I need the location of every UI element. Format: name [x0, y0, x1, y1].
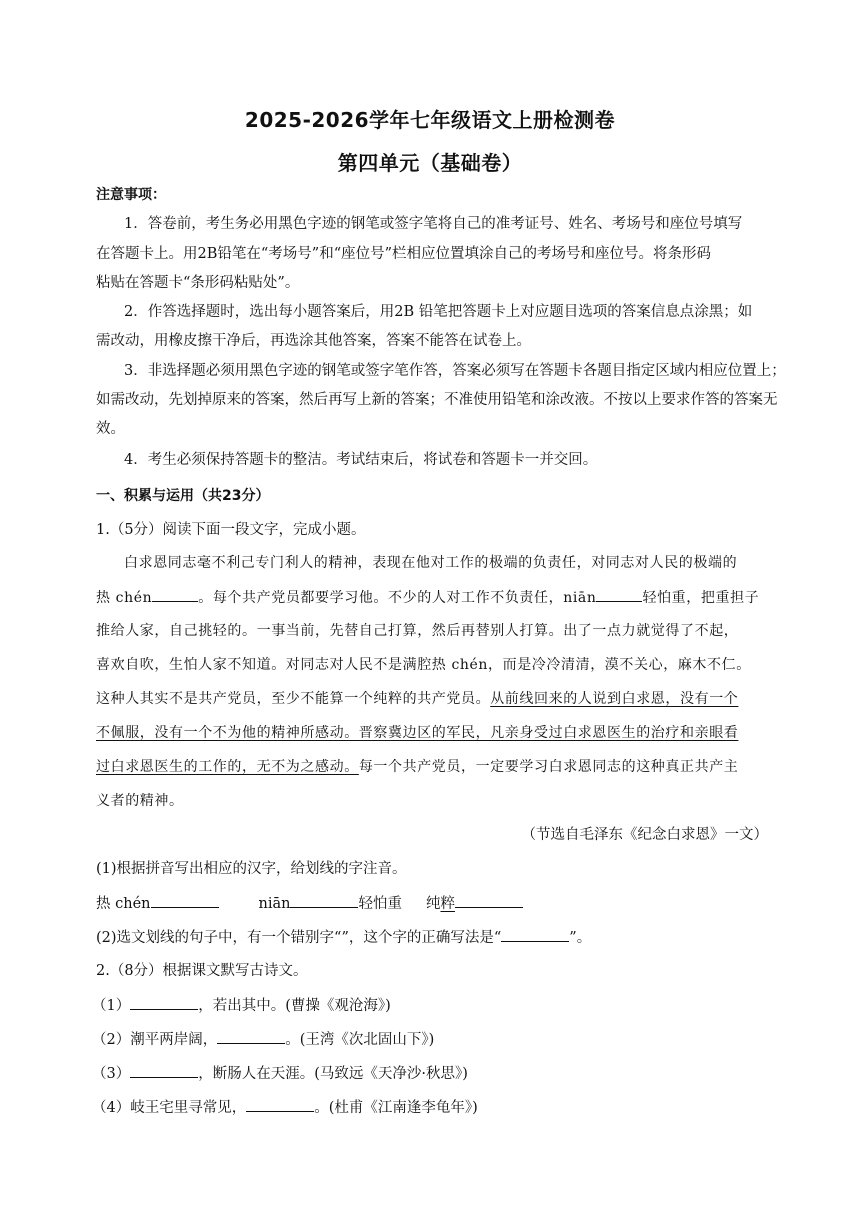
underlined-sentence: 不佩服，没有一个不为他的精神所感动。晋察冀边区的军民，凡亲身受过白求恩医生的治疗和亲眼看: [96, 725, 739, 741]
question-stem: 1.（5分）阅读下面一段文字，完成小题。: [96, 522, 366, 538]
passage-text: 热 chén: [96, 590, 153, 606]
item-number: （3）: [92, 1066, 131, 1082]
passage-text: 每一个共产党员，一定要学习白求恩同志的这种真正共产主: [358, 759, 739, 775]
notice-line: 需改动，用橡皮擦干净后，再选涂其他答案，答案不能答在试卷上。: [96, 333, 531, 349]
answer-blank[interactable]: [130, 995, 198, 1010]
poem-item: [92, 1029, 764, 1050]
passage-line: 白求恩同志毫不利己专门利人的精神，表现在他对工作的极端的负责任，对同志对人民的极端的: [124, 555, 738, 571]
answer-blank[interactable]: [151, 893, 219, 908]
item-text: ，断肠人在天涯。(马致远《天净沙·秋思》): [198, 1066, 468, 1082]
sub-question: [96, 927, 768, 948]
item-text: ，若出其中。(曹操《观沧海》): [198, 998, 391, 1014]
notice-line: 如需改动，先划掉原来的答案，然后再写上新的答案；不准使用铅笔和涂改液。不按以上要求作答的答案无: [96, 392, 778, 408]
fill-line: [96, 893, 768, 914]
answer-blank[interactable]: [596, 587, 642, 602]
page-title: 2025-2026学年七年级语文上册检测卷: [244, 108, 616, 132]
underlined-sentence: 从前线回来的人说到白求恩，没有一个: [490, 691, 739, 707]
item-text: 。(杜甫《江南逢李龟年》): [314, 1100, 478, 1116]
answer-blank[interactable]: [455, 893, 523, 908]
passage-line: 义者的精神。: [96, 793, 184, 809]
page-subtitle: 第四单元（基础卷）: [337, 151, 523, 175]
passage-line: [96, 689, 768, 709]
poem-item: [92, 995, 764, 1016]
passage-text: 。每个共产党员都要学习他。不少的人对工作不负责任，niān: [198, 590, 597, 606]
passage-source: （节选自毛泽东《纪念白求恩》一文）: [521, 827, 768, 843]
item-text: 。(王湾《次北固山下》): [285, 1032, 435, 1048]
section-heading: 一、积累与运用（共23分）: [96, 488, 270, 504]
notice-line: 在答题卡上。用2B铅笔在“考场号”和“座位号”栏相应位置填涂自己的考场号和座位号。将条形码: [96, 246, 712, 262]
sub-question: (1)根据拼音写出相应的汉字，给划线的字注音。: [96, 861, 407, 877]
notice-line: 1．答卷前，考生务必用黑色字迹的钢笔或签字笔将自己的准考证号、姓名、考场号和座位号填写: [124, 216, 743, 232]
underlined-sentence: 过白求恩医生的工作的，无不为之感动。: [96, 759, 359, 775]
answer-blank[interactable]: [217, 1029, 285, 1044]
fill-label: 轻怕重: [358, 896, 402, 912]
sub-question-text: (2)选文划线的句子中，有一个错别字“”，这个字的正确写法是“: [96, 930, 502, 946]
passage-line: 喜欢自吹，生怕人家不知道。对同志对人民不是满腔热 chén，而是冷冷清清，漠不关心，麻木不仁。: [96, 657, 751, 673]
notice-line: 3．非选择题必须用黑色字迹的钢笔或签字笔作答，答案必须写在答题卡各题目指定区域内相应位置上；: [124, 363, 786, 379]
fill-label: 纯: [425, 896, 441, 912]
passage-text: 轻怕重，把重担子: [642, 590, 760, 606]
notice-line: 效。: [96, 421, 125, 437]
underlined-char: 粹: [440, 896, 455, 912]
passage-line: [96, 587, 768, 608]
sub-question-text: ”。: [569, 930, 592, 946]
passage-text: 这种人其实不是共产党员，至少不能算一个纯粹的共产党员。: [96, 691, 491, 707]
item-number: （1）: [92, 998, 131, 1014]
notice-line: 2．作答选择题时，选出每小题答案后，用2B 铅笔把答题卡上对应题目选项的答案信息点涂黑；如: [124, 304, 753, 320]
item-text: （4）岐王宅里寻常见，: [92, 1100, 247, 1116]
answer-blank[interactable]: [152, 587, 198, 602]
poem-item: [92, 1097, 764, 1118]
answer-blank[interactable]: [130, 1063, 198, 1078]
passage-line: 推给人家，自己挑轻的。一事当前，先替自己打算，然后再替别人打算。出了一点力就觉得了不起，: [96, 623, 739, 639]
item-text: （2）潮平两岸阔，: [92, 1032, 218, 1048]
question-stem: 2.（8分）根据课文默写古诗文。: [96, 963, 308, 979]
fill-label: 热 chén: [96, 896, 151, 912]
answer-blank[interactable]: [246, 1097, 314, 1112]
fill-label: niān: [258, 896, 291, 912]
notice-heading: 注意事项：: [96, 187, 166, 203]
poem-item: [92, 1063, 764, 1084]
answer-blank[interactable]: [290, 893, 358, 908]
notice-line: 4．考生必须保持答题卡的整洁。考试结束后，将试卷和答题卡一并交回。: [124, 452, 598, 468]
notice-line: 粘贴在答题卡“条形码粘贴处”。: [96, 275, 300, 291]
passage-line: [96, 757, 768, 777]
answer-blank[interactable]: [501, 927, 569, 942]
